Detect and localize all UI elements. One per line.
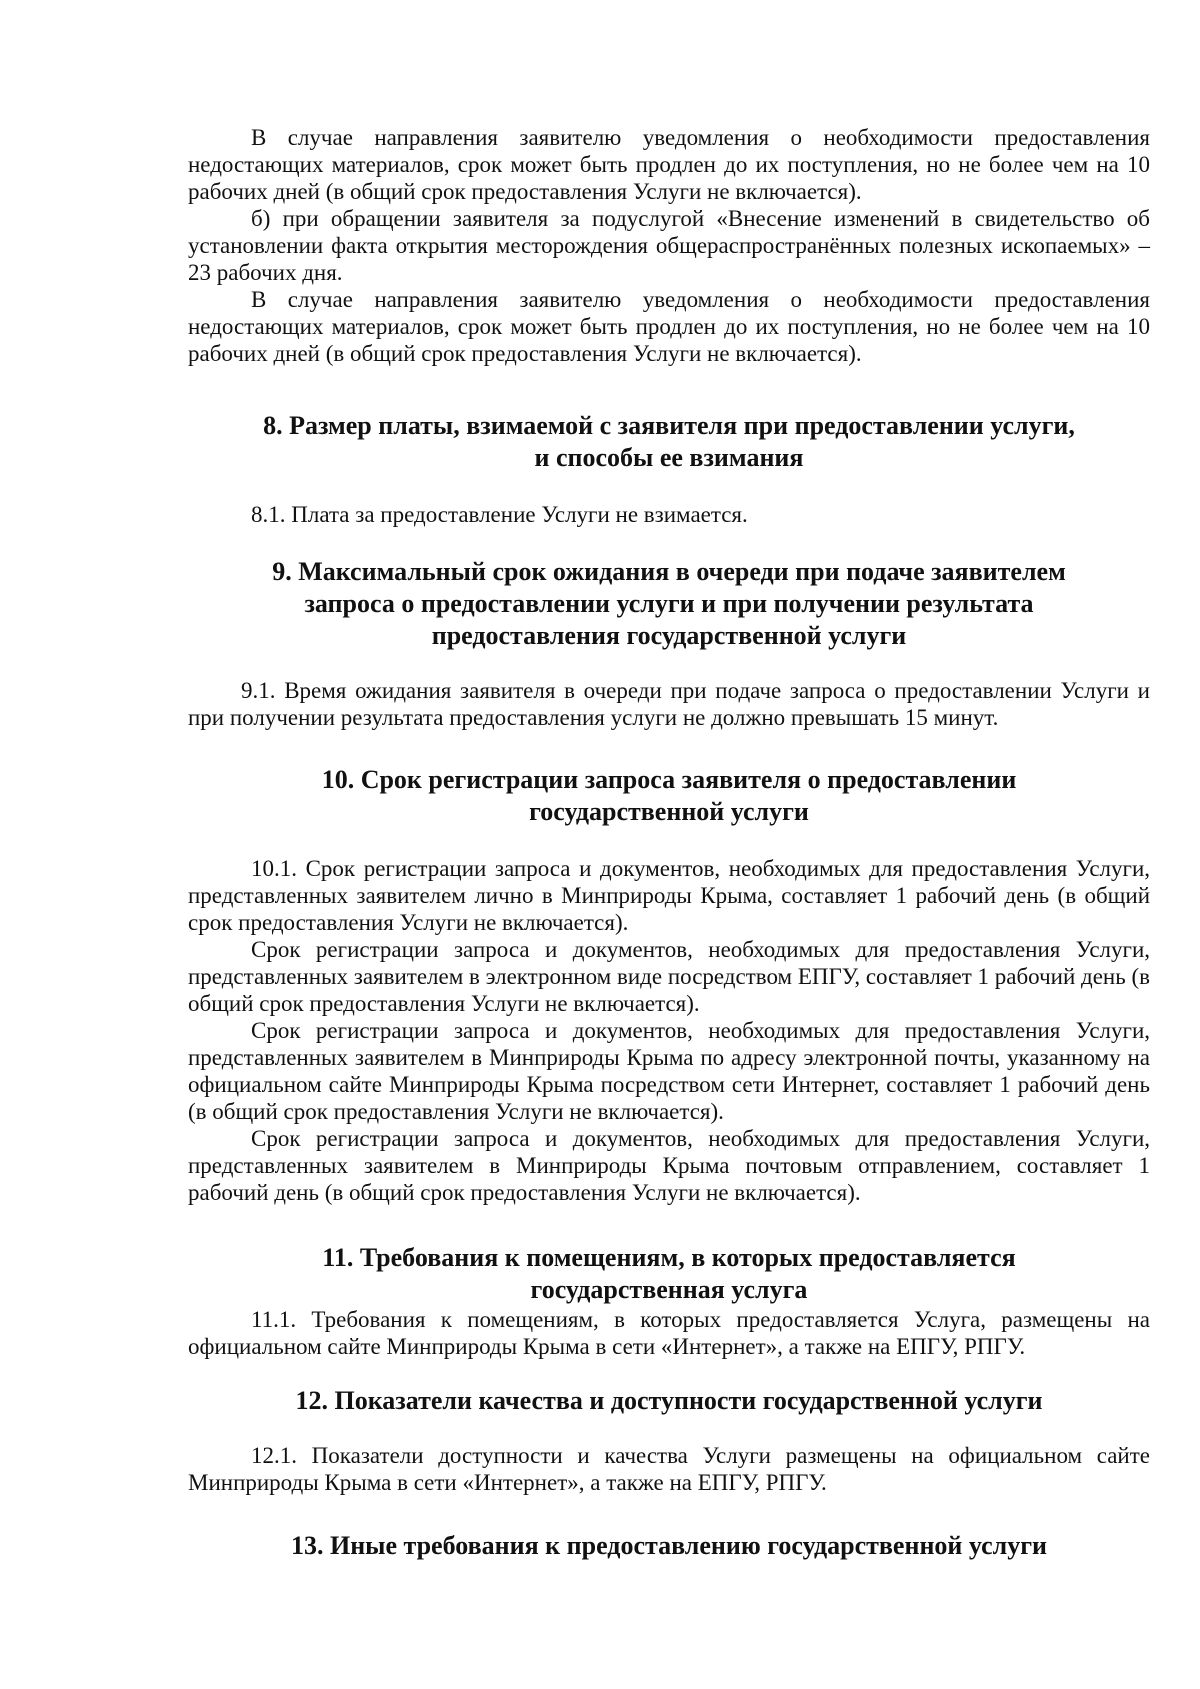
heading-line: и способы ее взимания bbox=[534, 443, 804, 472]
paragraph: В случае направления заявителю уведомления о необходимости предоставления недостающих материалов, срок может быть продлен до их поступления, но не более чем на 10 рабочих дней (в общий срок предоставления Услуги не включается). bbox=[188, 287, 1150, 366]
heading-line: 9. Максимальный срок ожидания в очереди при подаче заявителем bbox=[272, 557, 1066, 586]
paragraph: 12.1. Показатели доступности и качества Услуги размещены на официальном сайте Минприроды Крыма в сети «Интернет», а также на ЕПГУ, РПГУ. bbox=[188, 1443, 1150, 1495]
section-9 bbox=[188, 556, 1150, 731]
intro-block bbox=[188, 124, 1150, 367]
paragraph: Срок регистрации запроса и документов, необходимых для предоставления Услуги, представленных заявителем в электронном виде посредством ЕПГУ, составляет 1 рабочий день (в общий срок предоставления Услуги не включается). bbox=[188, 937, 1150, 1016]
section-13 bbox=[188, 1530, 1150, 1562]
heading-line: 10. Срок регистрации запроса заявителя о предоставлении bbox=[321, 765, 1017, 794]
paragraph: б) при обращении заявителя за подуслугой «Внесение изменений в свидетельство об установлении факта открытия месторождения общераспространённых полезных ископаемых» – 23 рабочих дня. bbox=[188, 206, 1150, 285]
section-10 bbox=[188, 764, 1150, 1206]
paragraph: Срок регистрации запроса и документов, необходимых для предоставления Услуги, представленных заявителем в Минприроды Крыма почтовым отправлением, составляет 1 рабочий день (в общий срок предоставления Услуги не включается). bbox=[188, 1126, 1150, 1205]
heading-line: 13. Иные требования к предоставлению государственной услуги bbox=[290, 1531, 1048, 1560]
heading-line: 8. Размер платы, взимаемой с заявителя при предоставлении услуги, bbox=[263, 411, 1075, 440]
paragraph: Срок регистрации запроса и документов, необходимых для предоставления Услуги, представленных заявителем в Минприроды Крыма по адресу электронной почты, указанному на официальном сайте Минприроды Крыма посредством сети Интернет, составляет 1 рабочий день (в общий срок предоставления Услуги не включается). bbox=[188, 1018, 1150, 1124]
section-heading bbox=[188, 410, 1150, 474]
heading-line: 11. Требования к помещениям, в которых предоставляется bbox=[322, 1243, 1016, 1272]
heading-line: запроса о предоставлении услуги и при получении результата bbox=[304, 589, 1034, 618]
heading-line: 12. Показатели качества и доступности государственной услуги bbox=[295, 1386, 1043, 1415]
section-8 bbox=[188, 410, 1150, 528]
paragraph: 11.1. Требования к помещениям, в которых предоставляется Услуга, размещены на официальном сайте Минприроды Крыма в сети «Интернет», а также на ЕПГУ, РПГУ. bbox=[188, 1307, 1150, 1359]
heading-line: государственная услуга bbox=[530, 1275, 808, 1304]
paragraph: 10.1. Срок регистрации запроса и документов, необходимых для предоставления Услуги, представленных заявителем лично в Минприроды Крыма, составляет 1 рабочий день (в общий срок предоставления Услуги не включается). bbox=[188, 856, 1150, 935]
section-heading bbox=[188, 556, 1150, 652]
section-heading bbox=[188, 1385, 1150, 1417]
heading-line: государственной услуги bbox=[529, 797, 809, 826]
section-heading bbox=[188, 764, 1150, 828]
paragraph: 8.1. Плата за предоставление Услуги не взимается. bbox=[251, 502, 748, 527]
paragraph: 9.1. Время ожидания заявителя в очереди при подаче запроса о предоставлении Услуги и при получении результата предоставления услуги не должно превышать 15 минут. bbox=[188, 678, 1150, 730]
section-12 bbox=[188, 1385, 1150, 1496]
heading-line: предоставления государственной услуги bbox=[431, 621, 907, 650]
paragraph: В случае направления заявителю уведомления о необходимости предоставления недостающих материалов, срок может быть продлен до их поступления, но не более чем на 10 рабочих дней (в общий срок предоставления Услуги не включается). bbox=[188, 125, 1150, 204]
section-11 bbox=[188, 1242, 1150, 1360]
section-heading bbox=[188, 1530, 1150, 1562]
section-heading bbox=[188, 1242, 1150, 1306]
